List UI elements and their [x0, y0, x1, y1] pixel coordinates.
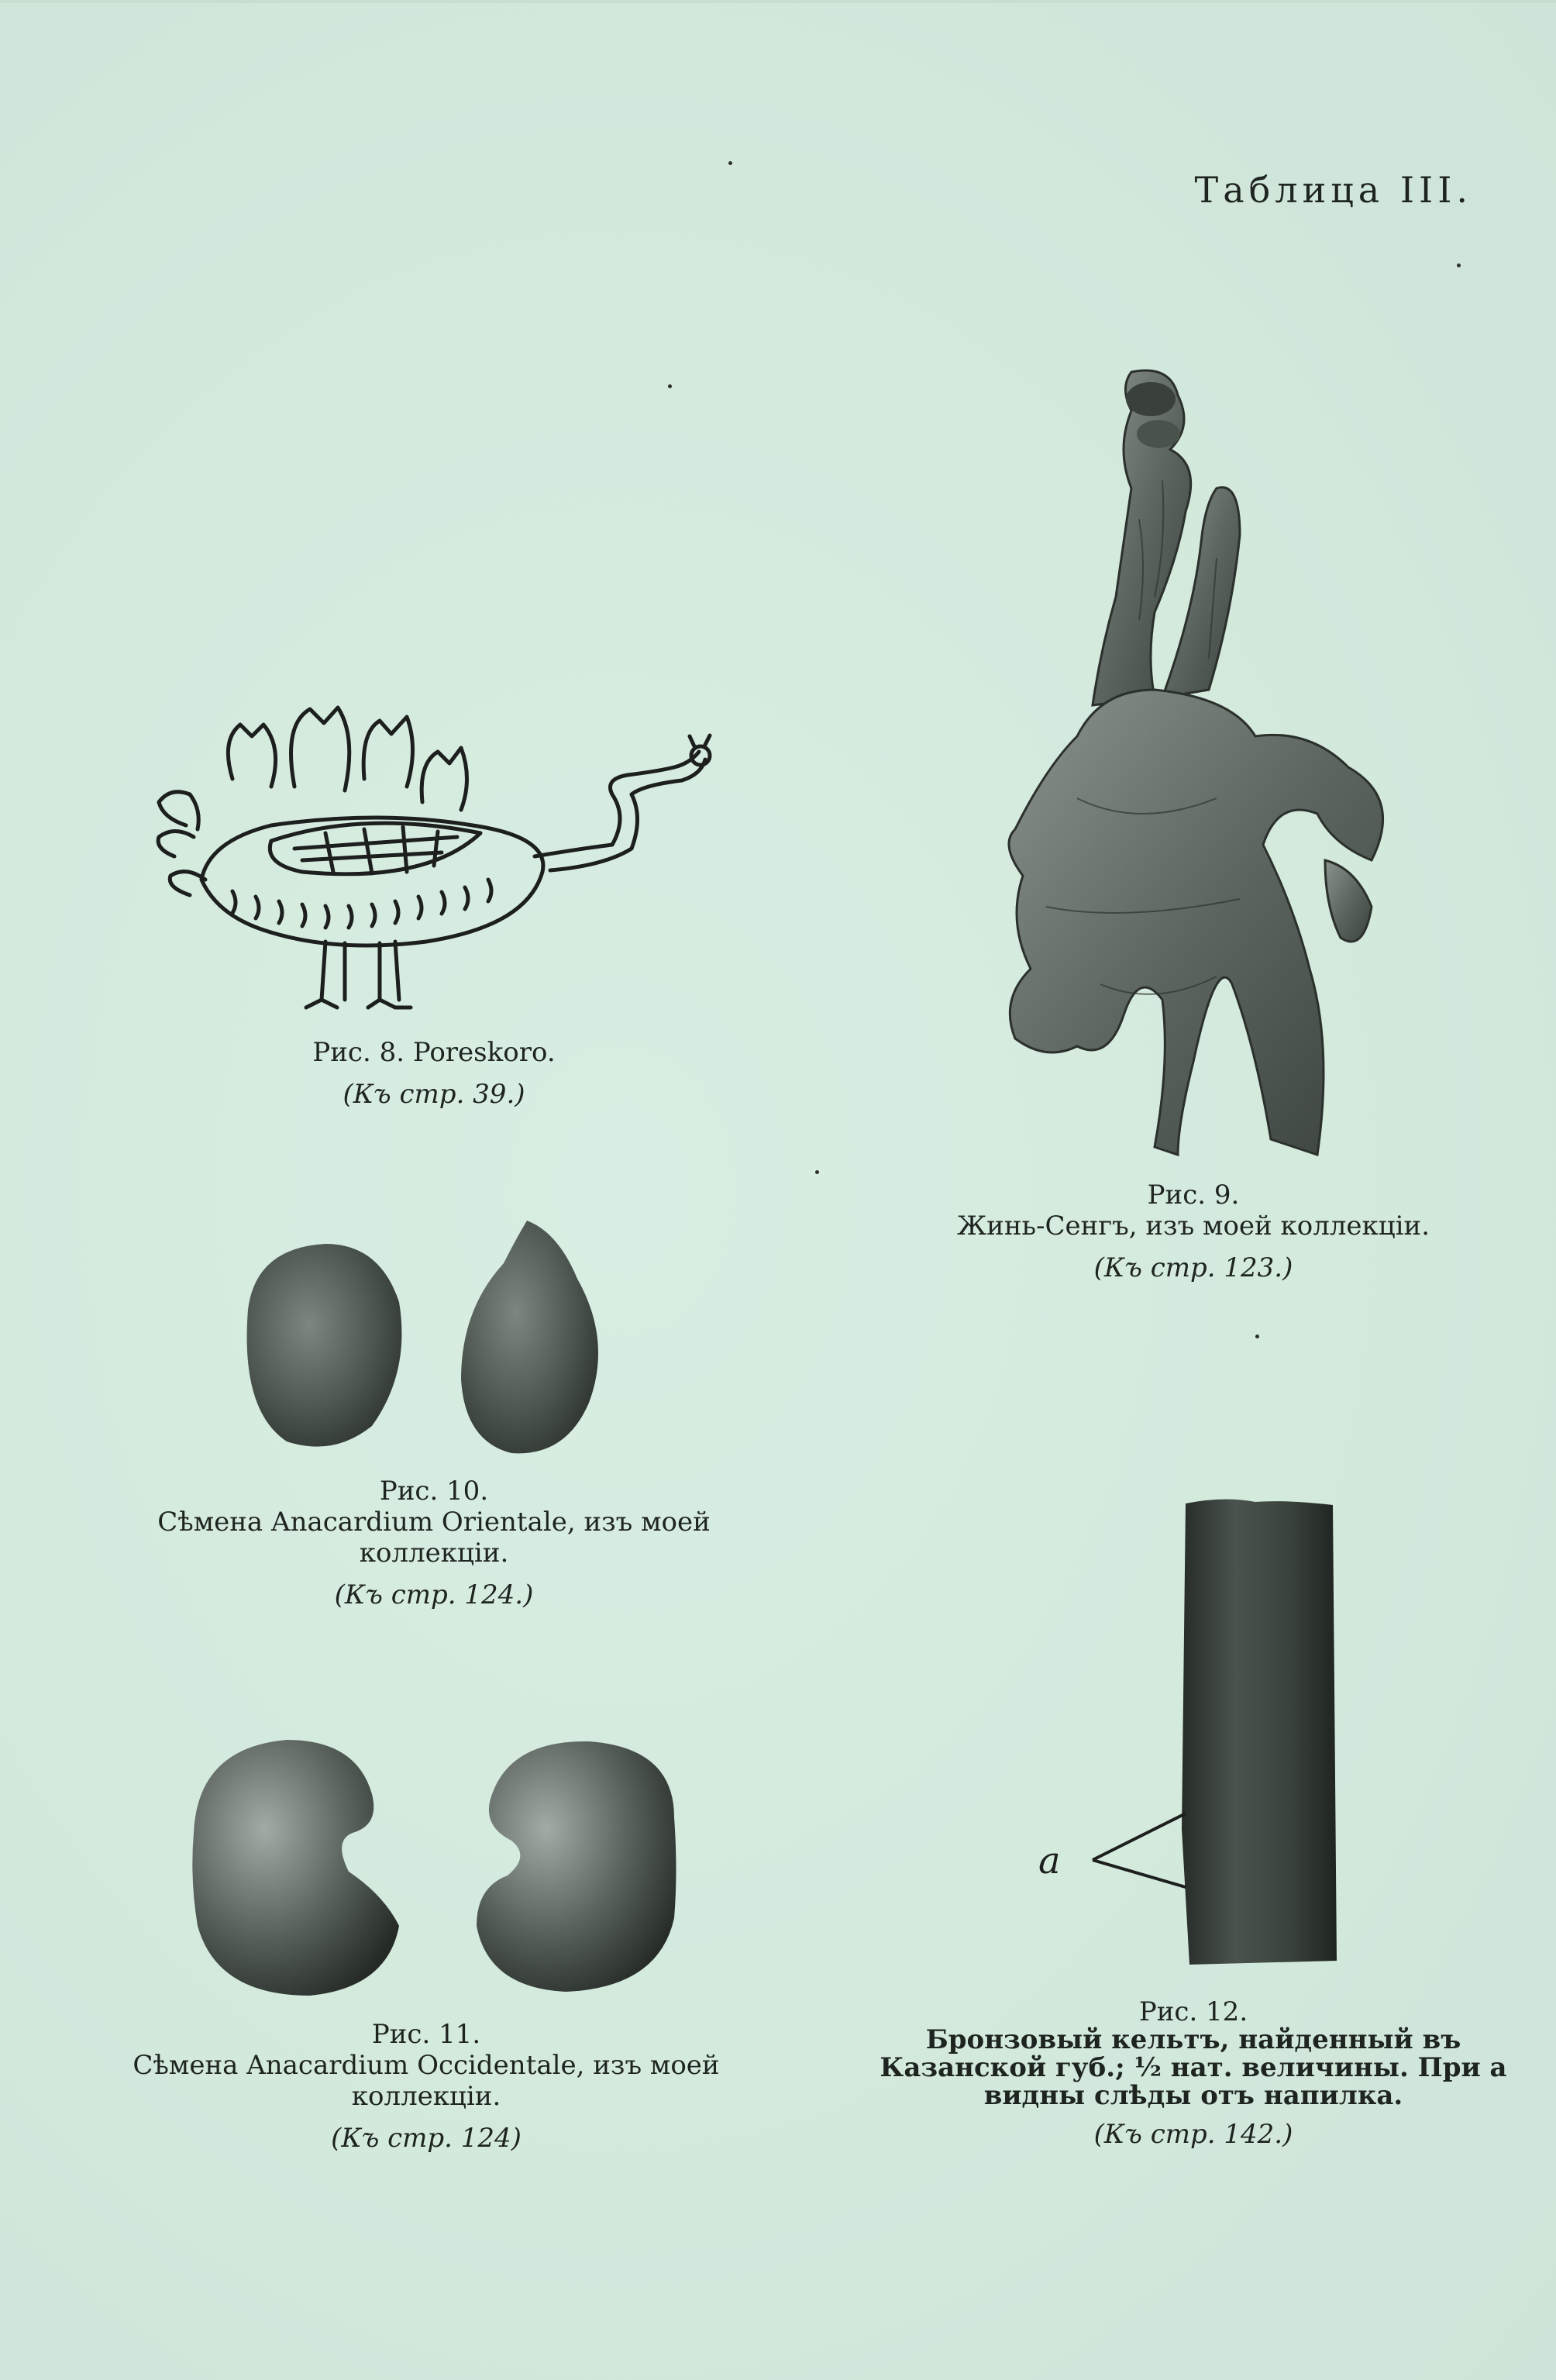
speck [1457, 263, 1461, 267]
fig8-drawing [147, 694, 721, 1019]
speck [728, 161, 732, 165]
speck [1255, 1335, 1259, 1338]
fig12-marker: a [1038, 1839, 1061, 1882]
fig9-ref: (Къ стр. 123.) [1093, 1252, 1293, 1283]
speck [815, 1170, 819, 1174]
fig8-title: Poreskoro. [412, 1037, 556, 1068]
fig10-ref: (Къ стр. 124.) [334, 1579, 534, 1610]
fig12-title: Бронзовый кельтъ, найденный въ Казанской губ.; ½ нат. величины. При a видны слѣды отъ напилка. [880, 2024, 1507, 2111]
fig12-number: Рис. 12. [1138, 1996, 1248, 2027]
fig8-number: Рис. 8. [312, 1037, 405, 1068]
fig11-title: Сѣмена Anacardium Occidentale, изъ моей коллекціи. [133, 2050, 720, 2112]
fig10-number: Рис. 10. [379, 1476, 489, 1507]
fig11-number: Рис. 11. [371, 2019, 481, 2050]
fig11-ref: (Къ стр. 124) [331, 2123, 522, 2154]
fig9-number: Рис. 9. [1147, 1180, 1240, 1211]
fig12-ref: (Къ стр. 142.) [1093, 2119, 1293, 2150]
speck [668, 384, 672, 388]
fig8-caption [209, 1037, 659, 1110]
fig12-caption [860, 1998, 1527, 2148]
fig11-photo [186, 1732, 682, 2003]
fig9-title: Жинь-Сенгъ, изъ моей коллекціи. [956, 1211, 1430, 1242]
fig9-photo [984, 364, 1410, 1170]
fig10-caption [124, 1476, 744, 1610]
fig10-photo [225, 1217, 643, 1465]
fig11-caption [93, 2019, 759, 2154]
plate-title: Таблица III. [1194, 169, 1472, 211]
page-edge [0, 0, 1556, 3]
fig8-ref: (Къ стр. 39.) [343, 1079, 525, 1110]
fig12-photo [1023, 1496, 1348, 1976]
fig10-title: Сѣмена Anacardium Orientale, изъ моей коллекціи. [157, 1507, 711, 1569]
fig9-caption [914, 1180, 1472, 1283]
